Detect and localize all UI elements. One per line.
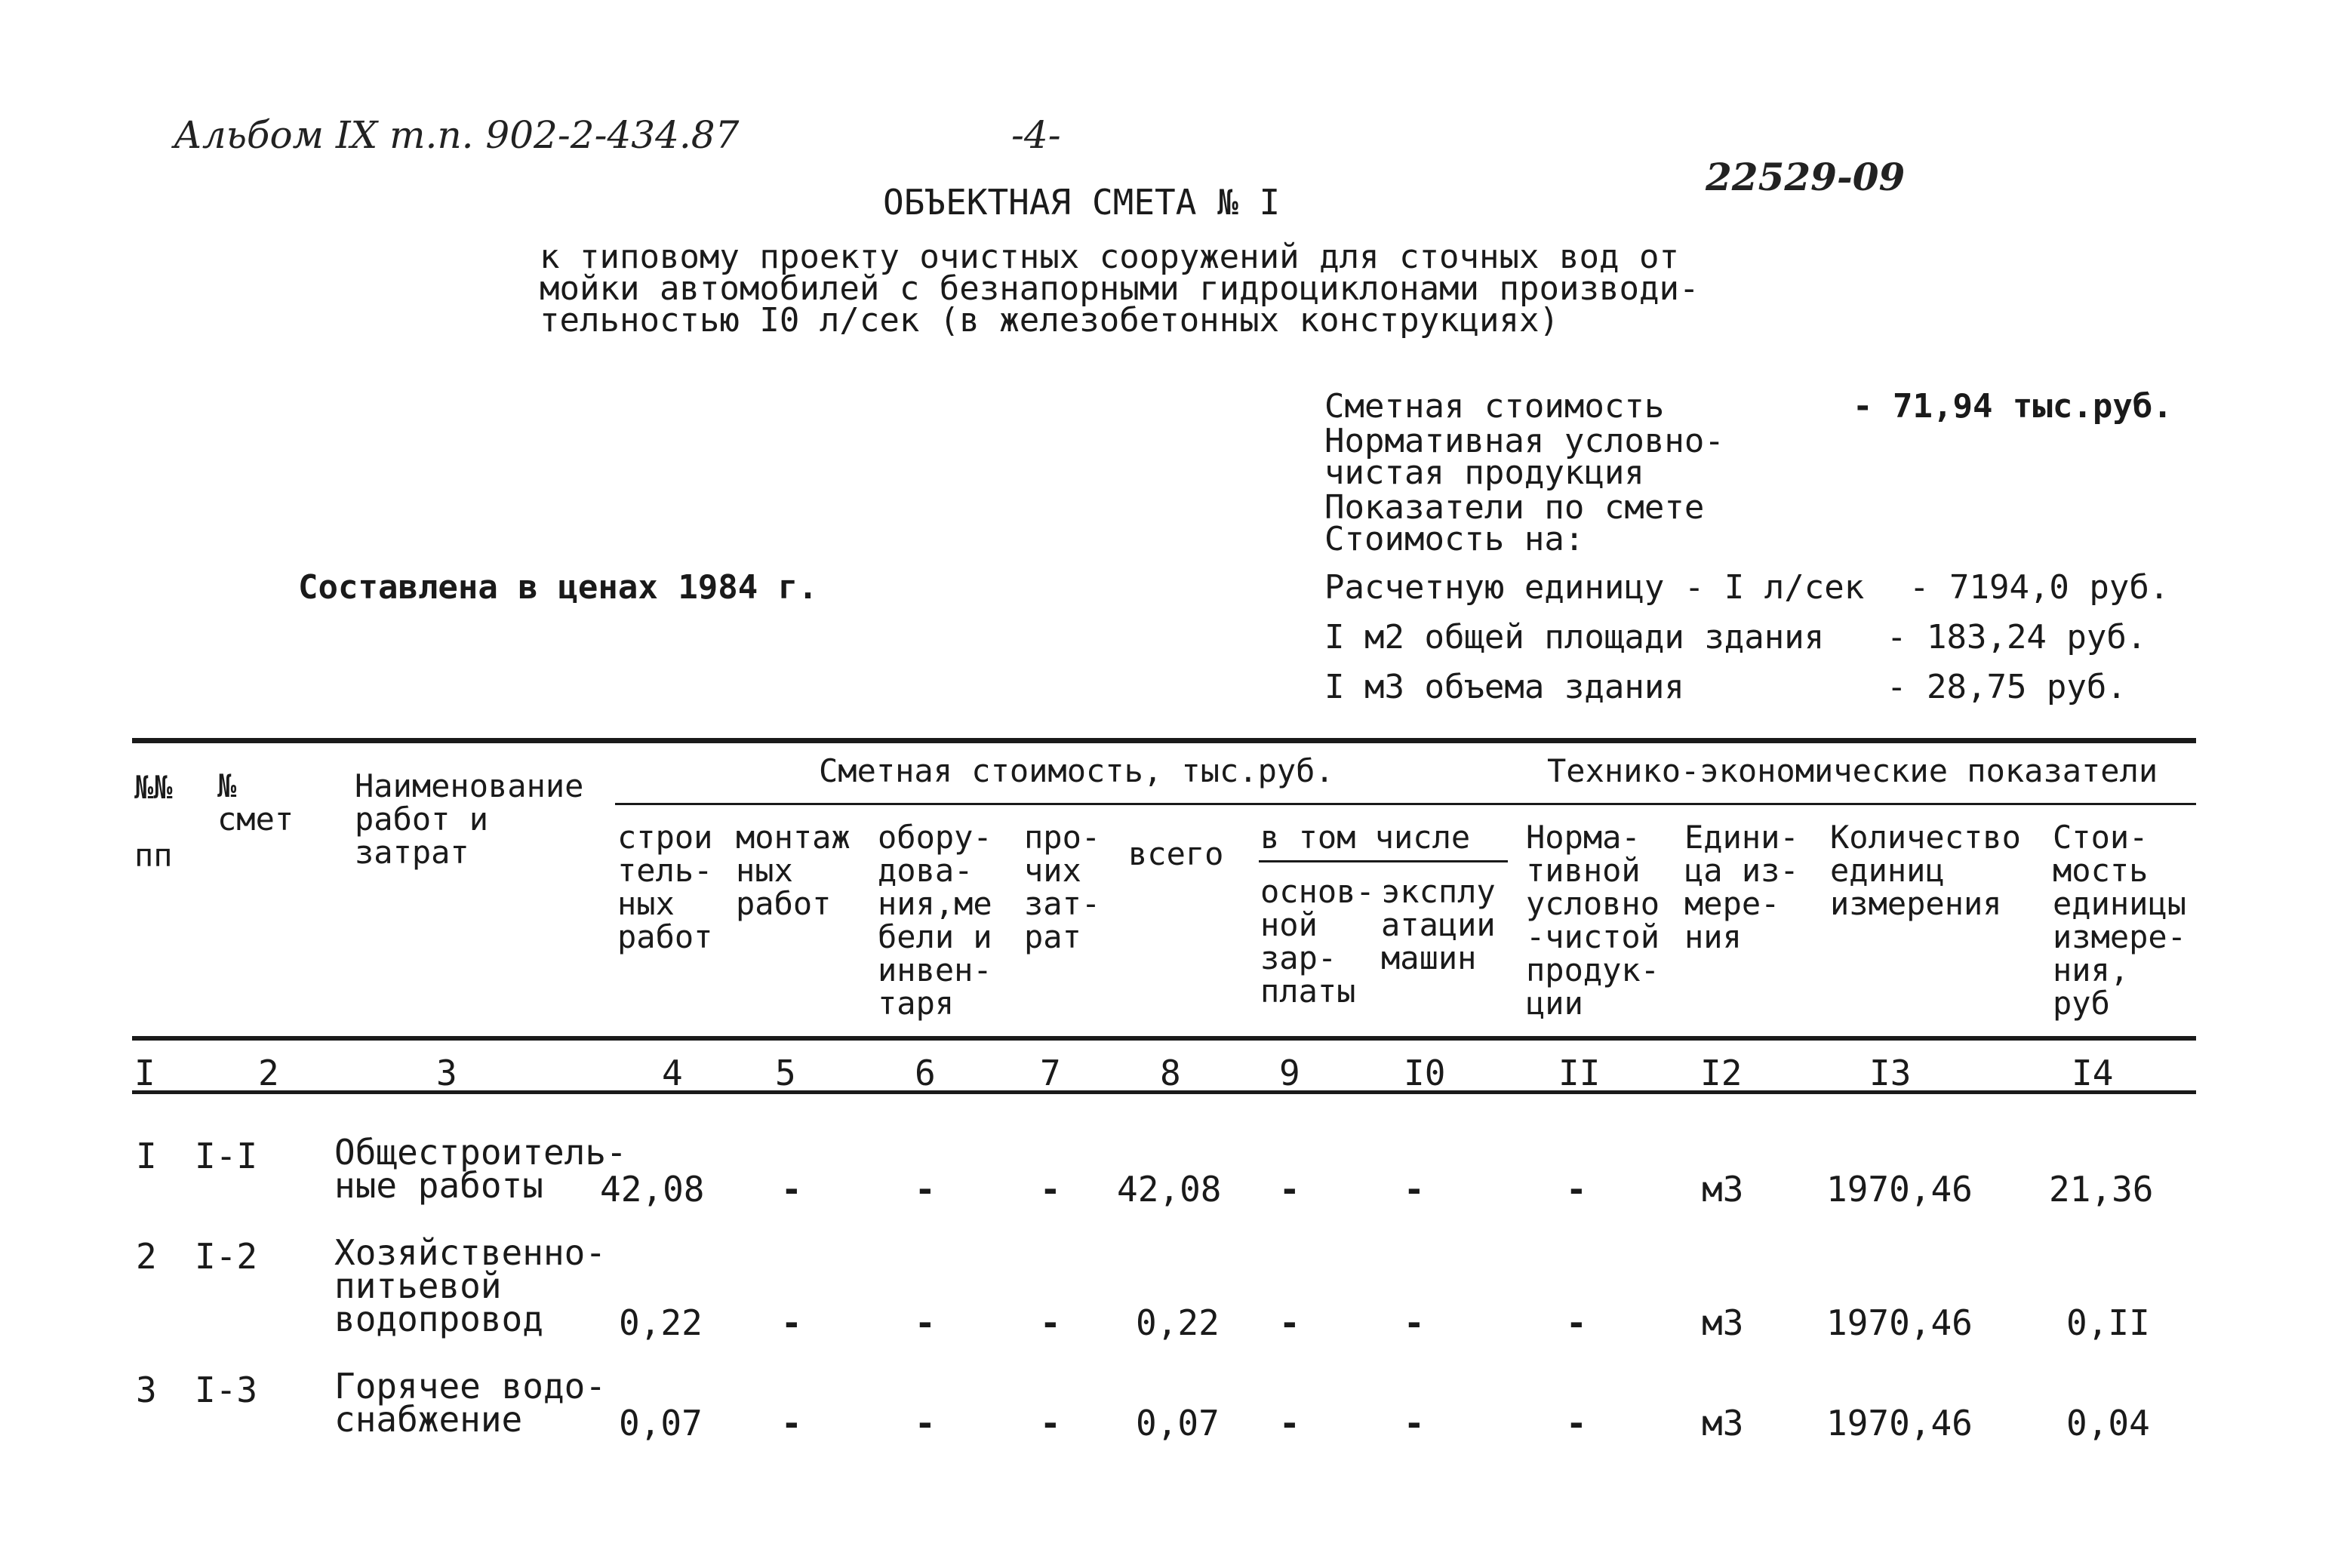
row-installation-cost: - bbox=[781, 1302, 802, 1343]
row-unit-cost: 0,04 bbox=[2066, 1403, 2150, 1443]
col-header-unit-quantity: Количество единиц измерения bbox=[1830, 819, 2021, 922]
volume-cost-value: - 28,75 руб. bbox=[1887, 668, 2127, 706]
row-normative-production: - bbox=[1566, 1169, 1587, 1210]
row-equipment-cost: - bbox=[915, 1302, 936, 1343]
row-installation-cost: - bbox=[781, 1169, 802, 1210]
row-normative-production: - bbox=[1566, 1403, 1587, 1443]
row-base-salary: - bbox=[1279, 1169, 1300, 1210]
row-number: I bbox=[136, 1136, 157, 1176]
row-other-cost: - bbox=[1040, 1403, 1061, 1443]
col-header-construction: строи тель- ных работ bbox=[617, 819, 713, 955]
row-unit-cost: 21,36 bbox=[2049, 1169, 2154, 1210]
including-header: в том числе bbox=[1260, 819, 1471, 856]
col-number-10: I0 bbox=[1404, 1053, 1446, 1093]
col-number-11: II bbox=[1558, 1053, 1601, 1093]
area-cost-label: I м2 общей площади здания bbox=[1324, 618, 1825, 656]
col-number-3: 3 bbox=[436, 1053, 457, 1093]
norm-production-label-1: Нормативная условно- bbox=[1324, 422, 1724, 460]
col-header-normative-production: Норма- тивной условно -чистой продук- ции bbox=[1526, 819, 1660, 1022]
row-normative-production: - bbox=[1566, 1302, 1587, 1343]
col-header-installation: монтаж ных работ bbox=[736, 819, 851, 922]
row-installation-cost: - bbox=[781, 1403, 802, 1443]
row-machine-operation: - bbox=[1404, 1302, 1425, 1343]
row-smeta-number: I-2 bbox=[195, 1236, 258, 1277]
unit-cost-label: Расчетную единицу - I л/сек bbox=[1324, 568, 1865, 607]
col-number-2: 2 bbox=[258, 1053, 279, 1093]
col-number-14: I4 bbox=[2072, 1053, 2114, 1093]
indicators-label: Показатели по смете bbox=[1324, 488, 1705, 527]
row-construction-cost: 42,08 bbox=[600, 1169, 705, 1210]
row-unit-quantity: 1970,46 bbox=[1826, 1403, 1973, 1443]
table-top-rule bbox=[132, 738, 2196, 743]
cost-group-header: Сметная стоимость, тыс.руб. bbox=[819, 752, 1334, 789]
subtitle-line-1: к типовому проекту очистных сооружений для сточных вод от bbox=[540, 238, 1679, 276]
col-header-unit-of-measure: Едини- ца из- мере- ния bbox=[1684, 819, 1799, 955]
row-other-cost: - bbox=[1040, 1169, 1061, 1210]
row-equipment-cost: - bbox=[915, 1403, 936, 1443]
col-number-9: 9 bbox=[1279, 1053, 1300, 1093]
col-header-equipment: обору- дова- ния,ме бели и инвен- таря bbox=[878, 819, 992, 1022]
col-header-other-costs: про- чих зат- рат bbox=[1024, 819, 1101, 955]
row-work-name: Горячее водо- снабжение bbox=[334, 1366, 607, 1440]
row-construction-cost: 0,22 bbox=[619, 1302, 703, 1343]
subtitle-line-2: мойки автомобилей с безнапорными гидроциклонами производи- bbox=[540, 269, 1700, 308]
row-total-cost: 0,22 bbox=[1136, 1302, 1220, 1343]
row-base-salary: - bbox=[1279, 1302, 1300, 1343]
unit-cost-value: - 7194,0 руб. bbox=[1909, 568, 2170, 607]
row-unit-quantity: 1970,46 bbox=[1826, 1169, 1973, 1210]
row-machine-operation: - bbox=[1404, 1169, 1425, 1210]
row-smeta-number: I-3 bbox=[195, 1370, 258, 1410]
estimated-cost-value: - 71,94 тыс.руб. bbox=[1853, 387, 2173, 426]
row-total-cost: 0,07 bbox=[1136, 1403, 1220, 1443]
col-number-13: I3 bbox=[1869, 1053, 1912, 1093]
row-unit-cost: 0,II bbox=[2066, 1302, 2150, 1343]
row-number: 2 bbox=[136, 1236, 157, 1277]
col-header-base-salary: основ- ной зар- платы bbox=[1260, 873, 1375, 1010]
col-number-7: 7 bbox=[1040, 1053, 1061, 1093]
row-number: 3 bbox=[136, 1370, 157, 1410]
subtitle-line-3: тельностью I0 л/сек (в железобетонных конструкциях) bbox=[540, 301, 1560, 340]
row-base-salary: - bbox=[1279, 1403, 1300, 1443]
row-machine-operation: - bbox=[1404, 1403, 1425, 1443]
col-header-smeta-number: № смет bbox=[217, 767, 294, 838]
document-title: ОБЪЕКТНАЯ СМЕТА № I bbox=[883, 182, 1281, 223]
row-work-name: Хозяйственно- питьевой водопровод bbox=[334, 1232, 607, 1339]
row-unit-of-measure: м3 bbox=[1702, 1302, 1744, 1343]
row-unit-quantity: 1970,46 bbox=[1826, 1302, 1973, 1343]
col-number-4: 4 bbox=[662, 1053, 683, 1093]
row-smeta-number: I-I bbox=[195, 1136, 258, 1176]
row-total-cost: 42,08 bbox=[1117, 1169, 1222, 1210]
including-underline bbox=[1259, 860, 1508, 862]
col-header-work-name: Наименование работ и затрат bbox=[355, 767, 584, 871]
row-unit-of-measure: м3 bbox=[1702, 1403, 1744, 1443]
col-header-machine-operation: эксплу атации машин bbox=[1381, 873, 1496, 976]
norm-production-label-2: чистая продукция bbox=[1324, 453, 1644, 492]
col-number-6: 6 bbox=[915, 1053, 936, 1093]
col-header-unit-cost: Стои- мость единицы измере- ния, руб bbox=[2053, 819, 2187, 1022]
row-equipment-cost: - bbox=[915, 1169, 936, 1210]
album-reference: Альбом IX т.п. 902-2-434.87 bbox=[174, 113, 740, 157]
cost-per-label: Стоимость на: bbox=[1324, 520, 1585, 558]
volume-cost-label: I м3 объема здания bbox=[1324, 668, 1684, 706]
prices-note: Составлена в ценах 1984 г. bbox=[298, 568, 818, 607]
col-number-5: 5 bbox=[775, 1053, 796, 1093]
col-header-row-number: №№ пп bbox=[134, 769, 173, 874]
row-work-name: Общестроитель- ные работы bbox=[334, 1132, 627, 1206]
row-construction-cost: 0,07 bbox=[619, 1403, 703, 1443]
group-header-rule bbox=[615, 803, 2196, 805]
tech-group-header: Технико-экономические показатели bbox=[1547, 752, 2158, 789]
col-number-1: I bbox=[134, 1053, 155, 1093]
area-cost-value: - 183,24 руб. bbox=[1887, 618, 2147, 656]
page-number: -4- bbox=[1011, 113, 1061, 157]
document-code: 22529-09 bbox=[1706, 155, 1906, 199]
header-bottom-rule bbox=[132, 1036, 2196, 1041]
row-unit-of-measure: м3 bbox=[1702, 1169, 1744, 1210]
col-number-8: 8 bbox=[1160, 1053, 1181, 1093]
estimated-cost-label: Сметная стоимость bbox=[1324, 387, 1665, 426]
col-number-12: I2 bbox=[1700, 1053, 1743, 1093]
row-other-cost: - bbox=[1040, 1302, 1061, 1343]
col-header-total: всего bbox=[1128, 835, 1224, 872]
